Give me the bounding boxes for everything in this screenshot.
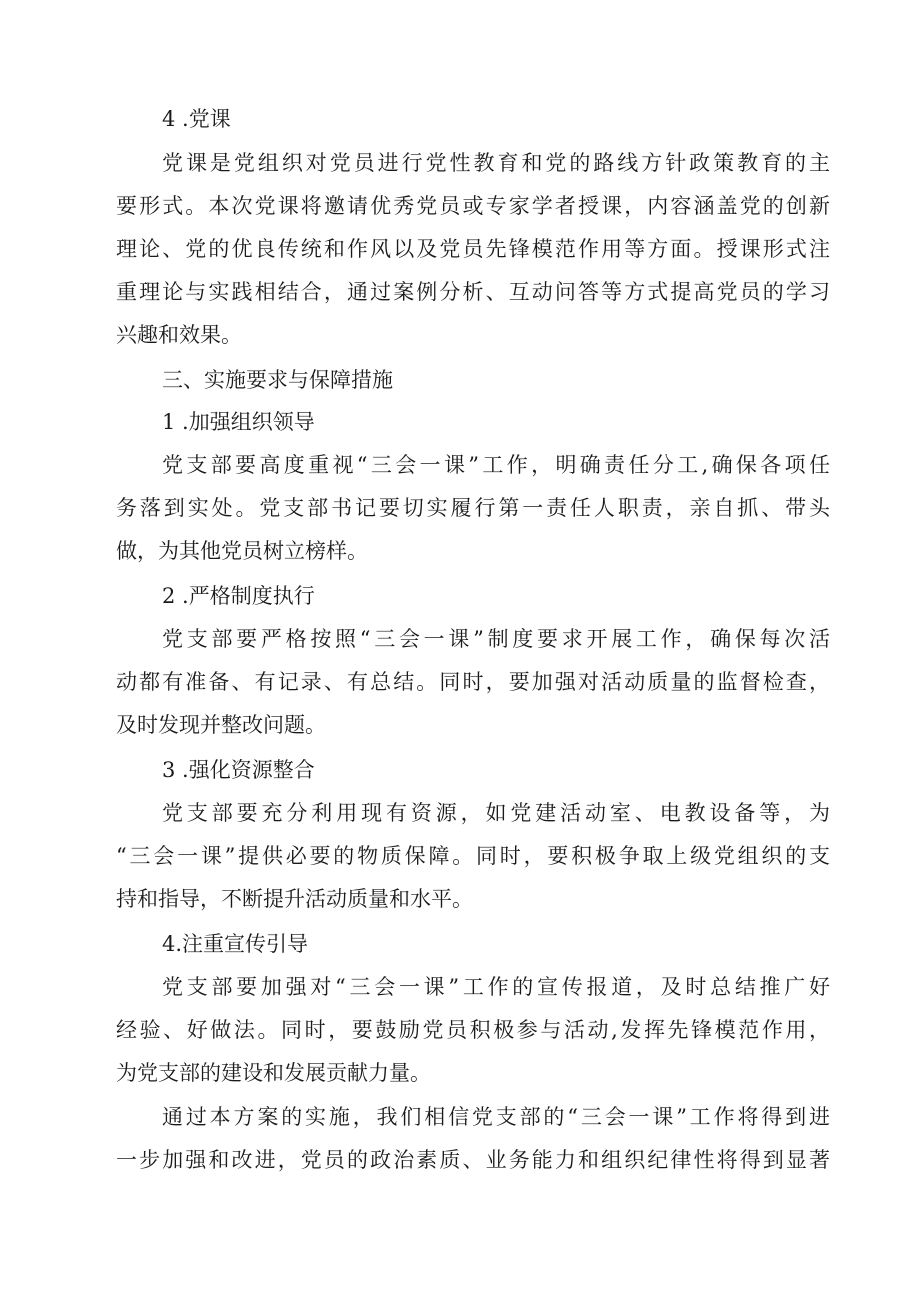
paragraph-line: 一步加强和改进，党员的政治素质、业务能力和组织纪律性将得到显著 xyxy=(116,1148,830,1172)
paragraph-line: 及时发现并整改问题。 xyxy=(116,713,326,737)
paragraph-line: 持和指导，不断提升活动质量和水平。 xyxy=(116,887,473,911)
paragraph-line: 兴趣和效果。 xyxy=(116,323,242,347)
paragraph-line: 为党支部的建设和发展贡献力量。 xyxy=(116,1061,431,1085)
subsection-heading: 4 .党课 xyxy=(162,107,231,131)
paragraph-line: “三会一课”提供必要的物质保障。同时，要积极争取上级党组织的支 xyxy=(116,844,830,868)
paragraph-line: 通过本方案的实施，我们相信党支部的“三会一课”工作将得到进 xyxy=(162,1105,830,1129)
paragraph-line: 重理论与实践相结合，通过案例分析、互动问答等方式提高党员的学习 xyxy=(116,280,830,304)
subsection-heading: 1 .加强组织领导 xyxy=(162,410,315,434)
paragraph-line: 做，为其他党员树立榜样。 xyxy=(116,539,368,563)
paragraph-line: 党支部要严格按照“三会一课”制度要求开展工作，确保每次活 xyxy=(162,627,830,651)
section-heading: 三、实施要求与保障措施 xyxy=(162,368,393,392)
paragraph-line: 要形式。本次党课将邀请优秀党员或专家学者授课，内容涵盖党的创新 xyxy=(116,194,830,218)
paragraph-line: 党支部要高度重视“三会一课”工作，明确责任分工,确保各项任 xyxy=(162,453,830,477)
paragraph-line: 经验、好做法。同时，要鼓励党员积极参与活动,发挥先锋模范作用， xyxy=(116,1018,830,1042)
subsection-heading: 4.注重宣传引导 xyxy=(162,932,309,956)
paragraph-line: 党课是党组织对党员进行党性教育和党的路线方针政策教育的主 xyxy=(162,151,830,175)
paragraph-line: 党支部要充分利用现有资源，如党建活动室、电教设备等，为 xyxy=(162,801,830,825)
paragraph-line: 动都有准备、有记录、有总结。同时，要加强对活动质量的监督检查， xyxy=(116,670,830,694)
subsection-heading: 3 .强化资源整合 xyxy=(162,758,315,782)
paragraph-line: 务落到实处。党支部书记要切实履行第一责任人职责，亲自抓、带头 xyxy=(116,496,830,520)
paragraph-line: 理论、党的优良传统和作风以及党员先锋模范作用等方面。授课形式注 xyxy=(116,237,830,261)
paragraph-line: 党支部要加强对“三会一课”工作的宣传报道，及时总结推广好 xyxy=(162,975,830,999)
subsection-heading: 2 .严格制度执行 xyxy=(162,584,315,608)
